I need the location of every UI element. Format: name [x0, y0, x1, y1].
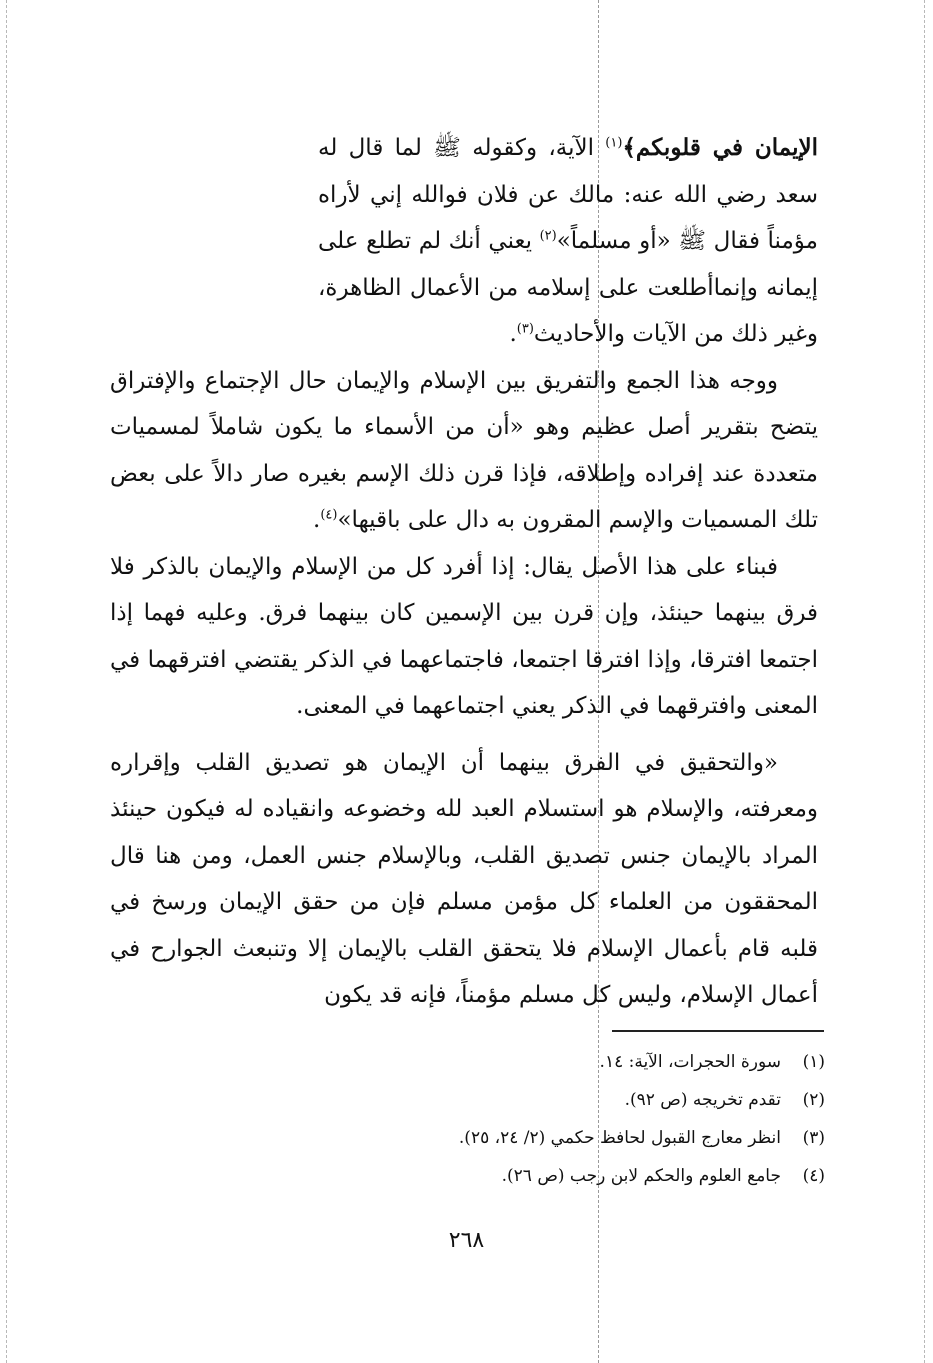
footnote-ref-3[interactable]: (٣) — [516, 321, 534, 337]
paragraph-4: «والتحقيق في الفرق بينهما أن الإيمان هو تصديق القلب وإقراره ومعرفته، والإسلام هو استسلام العبد لله وخضوعه وانقياده له فيكون حينئذ المراد بالإيمان جنس تصديق القلب، وبالإسلام جنس العمل، ومن هنا قال المحققون من العلماء كل مؤمن مسلم فإن من حقق الإيمان ورسخ في قلبه قام بأعمال الإسلام فلا يتحقق القلب بالإيمان إلا وتنبعث الجوارح في أعمال الإسلام، وليس كل مسلم مؤمناً، فإنه قد يكون — [110, 749, 818, 1008]
paragraph-1-text-cont: يعني أنك لم تطلع على إيمانه وإنماأطلعت على إسلامه من الأعمال الظاهرة، وغير ذلك من الآيات والأحاديث — [318, 228, 818, 347]
footnote-text: سورة الحجرات، الآية: ١٤. — [599, 1052, 781, 1072]
footnote-number: (٢) — [802, 1090, 825, 1110]
main-text — [110, 125, 818, 1019]
paragraph-2-end: . — [313, 507, 321, 533]
scan-fold-line-left — [6, 0, 7, 1363]
paragraph-2 — [110, 358, 818, 544]
footnote-ref-2[interactable]: (٢) — [539, 228, 557, 244]
quran-quote-end: الإيمان في قلوبكم﴾ — [622, 134, 818, 161]
footnote-text: تقدم تخريجه (ص ٩٢). — [624, 1090, 781, 1110]
footnote-separator — [612, 1030, 824, 1032]
paragraph-2-text: ووجه هذا الجمع والتفريق بين الإسلام والإيمان حال الإجتماع والإفتراق يتضح بتقرير أصل عظيم وهو «أن من الأسماء ما يكون شاملاً لمسميات متعددة عند إفراده وإطلاقه، فإذا قرن ذلك الإسم بغيره صار دالاً على بعض تلك المسميات والإسم المقرون به دال على باقيها» — [110, 367, 818, 533]
footnote-number: (٣) — [802, 1128, 825, 1148]
paragraph-1 — [318, 125, 818, 358]
footnote-ref-1[interactable]: (١) — [605, 135, 623, 151]
footnote-4 — [300, 1157, 825, 1195]
footnote-number: (١) — [802, 1052, 825, 1072]
page-number: ٢٦٨ — [448, 1228, 485, 1253]
footnote-2 — [300, 1081, 825, 1119]
footnote-3 — [300, 1119, 825, 1157]
footnote-text: انظر معارج القبول لحافظ حكمي (٢/ ٢٤، ٢٥). — [458, 1128, 781, 1148]
footnotes — [300, 1043, 825, 1195]
footnote-ref-4[interactable]: (٤) — [320, 507, 338, 523]
footnote-number: (٤) — [802, 1166, 825, 1186]
paragraph-3: فبناء على هذا الأصل يقال: إذا أفرد كل من الإسلام والإيمان بالذكر فلا فرق بينهما حينئذ، وإن قرن بين الإسمين كان بينهما فرق. وعليه فهما إذا اجتمعا افترقا، وإذا افترقا اجتمعا، فاجتماعهما في الذكر يقتضي افترقهما في المعنى وافترقهما في الذكر يعني اجتماعهما في المعنى. — [110, 553, 818, 719]
footnote-1 — [300, 1043, 825, 1081]
paragraph-1-end: . — [509, 321, 517, 347]
footnote-text: جامع العلوم والحكم لابن رجب (ص ٢٦). — [501, 1166, 781, 1186]
paragraph-1-text: الآية، وكقوله ﷺ لما قال له سعد رضي الله عنه: مالك عن فلان فوالله إني لأراه مؤمناً فقال ﷺ «أو مسلماً» — [318, 135, 818, 254]
scan-fold-line-right — [924, 0, 925, 1363]
